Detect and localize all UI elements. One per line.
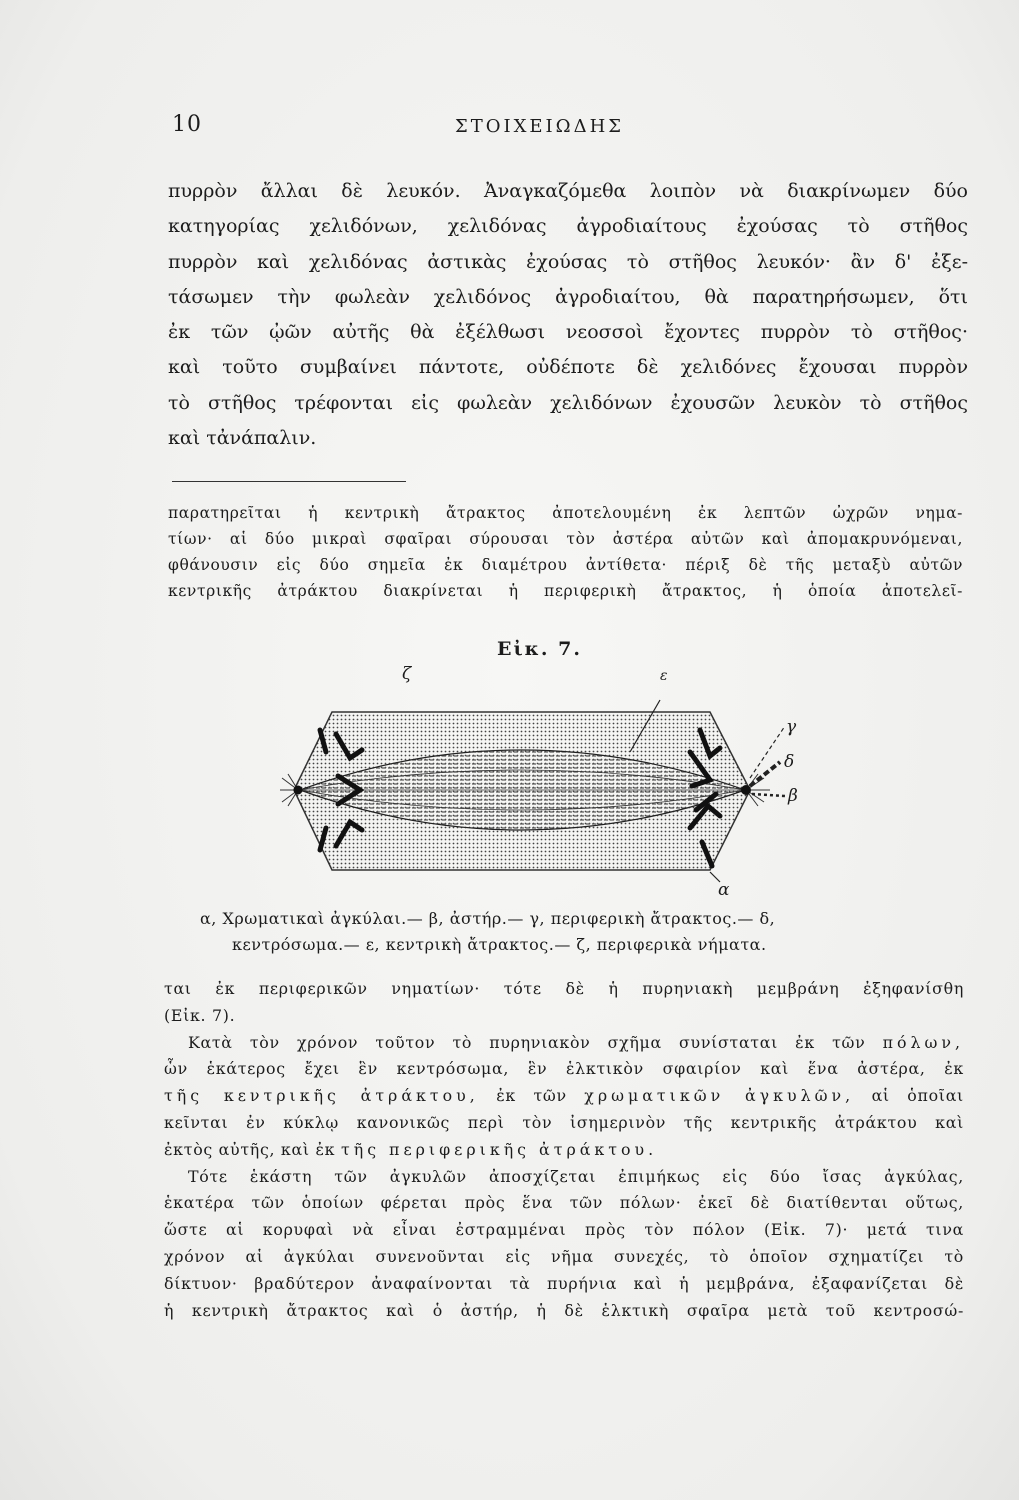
text-line: πυρρὸν ἄλλαι δὲ λευκόν. Ἀναγκαζόμεθα λοιπὸν νὰ διακρίνωμεν δύο <box>168 180 968 202</box>
text-line: καὶ τἀνάπαλιν. <box>168 427 317 450</box>
text-run: Κατὰ τὸν χρόνον τοῦτον τὸ πυρηνιακὸν σχῆμα συνίσταται ἐκ τῶν <box>188 1032 866 1052</box>
section-divider <box>172 481 406 482</box>
text-line: κατηγορίας χελιδόνων, χελιδόνας ἀγροδιαίτους ἐχούσας τὸ στῆθος <box>168 215 968 238</box>
text-line: κεντρικῆς ἀτράκτου διακρίνεται ἡ περιφερικὴ ἄτρακτος, ἡ ὁποία ἀποτελεῖ- <box>168 582 963 600</box>
text-line: τίων· αἱ δύο μικραὶ σφαῖραι σύρουσαι τὸν ἀστέρα αὐτῶν καὶ ἀπομακρυνόμεναι, <box>168 530 963 548</box>
text-line: ὥστε αἱ κορυφαὶ νὰ εἶναι ἐστραμμέναι πρὸς τὸν πόλον (Εἰκ. 7)· μετά τινα <box>164 1220 964 1240</box>
caption-line: κεντρόσωμα.— ε, κεντρικὴ ἄτρακτος.— ζ, περιφερικὰ νήματα. <box>232 935 767 954</box>
text-line <box>164 1137 964 1164</box>
text-line: τὸ στῆθος τρέφονται εἰς φωλεὰν χελιδόνων ἐχουσῶν λευκὸν τὸ στῆθος <box>168 391 968 414</box>
text-line: ὧν ἑκάτερος ἔχει ἓν κεντρόσωμα, ἓν ἑλκτικὸν σφαιρίον καὶ ἕνα ἀστέρα, ἐκ <box>164 1059 964 1079</box>
figure-label-alpha: α <box>718 880 730 900</box>
spaced-text-run: τῆς κεντρικῆς ἀτράκτου, <box>164 1086 479 1106</box>
text-line: παρατηρεῖται ἡ κεντρικὴ ἄτρακτος ἀποτελουμένη ἐκ λεπτῶν ὠχρῶν νημα- <box>168 504 963 522</box>
centrosome-right <box>741 785 751 795</box>
text-line: ἐκ τῶν ᾠῶν αὐτῆς θὰ ἐξέλθωσι νεοσσοὶ ἔχοντες πυρρὸν τὸ στῆθος· <box>168 321 968 344</box>
figure-caption <box>200 906 920 958</box>
running-title: ΣΤΟΙΧΕΙΩΔΗΣ <box>454 116 624 137</box>
lower-text <box>164 976 964 1324</box>
text-line: χρόνον αἱ ἀγκύλαι συνενοῦνται εἰς νῆμα συνεχές, τὸ ὁποῖον σχηματίζει τὸ <box>164 1246 964 1266</box>
text-line <box>164 1030 964 1057</box>
text-line: κεῖνται ἐν κύκλῳ κανονικῶς περὶ τὸν ἰσημερινὸν τῆς κεντρικῆς ἀτράκτου καὶ <box>164 1112 964 1132</box>
text-line: καὶ τοῦτο συμβαίνει πάντοτε, οὐδέποτε δὲ χελιδόνες ἔχουσαι πυρρὸν <box>168 356 968 379</box>
spaced-text-run: πόλων, <box>882 1032 964 1052</box>
text-line: δίκτυον· βραδύτερον ἀναφαίνονται τὰ πυρήνια καὶ ἡ μεμβράνα, ἐξαφανίζεται δὲ <box>164 1273 964 1293</box>
centrosome-left <box>294 786 303 795</box>
figure-label-gamma: γ <box>786 717 797 737</box>
small-print-paragraph <box>168 500 963 604</box>
figure-label-zeta: ζ <box>402 664 412 684</box>
text-line: ἡ κεντρικὴ ἄτρακτος καὶ ὁ ἀστήρ, ἡ δὲ ἑλκτικὴ σφαῖρα μετὰ τοῦ κεντροσώ- <box>164 1300 964 1320</box>
spaced-text-run: τῆς περιφερικῆς ἀτράκτου. <box>340 1139 658 1159</box>
spindle-figure <box>280 690 820 900</box>
main-paragraph <box>168 174 968 456</box>
text-run: ἐκ τῶν <box>496 1086 567 1106</box>
caption-line: α, Χρωματικαὶ ἀγκύλαι.— β, ἀστήρ.— γ, περιφερικὴ ἄτρακτος.— δ, <box>200 909 776 928</box>
figure-label-epsilon: ε <box>660 668 668 684</box>
text-line: ται ἐκ περιφερικῶν νηματίων· τότε δὲ ἡ πυρηνιακὴ μεμβράνη ἐξηφανίσθη <box>164 979 964 998</box>
figure-label-delta: δ <box>784 752 795 772</box>
text-run: ἐκτὸς αὐτῆς, καὶ ἐκ <box>164 1139 336 1159</box>
text-line <box>164 1083 964 1110</box>
figure-title: Εἰκ. 7. <box>497 638 582 660</box>
spaced-text-run: χρωματικῶν ἀγκυλῶν, <box>584 1086 855 1106</box>
text-line: ἑκατέρα τῶν ὁποίων φέρεται πρὸς ἕνα τῶν πόλων· ἐκεῖ δὲ διατίθενται οὕτως, <box>164 1193 964 1213</box>
text-line: πυρρὸν καὶ χελιδόνας ἀστικὰς ἐχούσας τὸ στῆθος λευκόν· ἂν δ' ἐξε- <box>168 250 968 273</box>
page-number: 10 <box>172 112 202 137</box>
text-run: αἱ ὁποῖαι <box>871 1086 964 1106</box>
text-line: (Εἰκ. 7). <box>164 1005 236 1025</box>
text-line: τάσωμεν τὴν φωλεὰν χελιδόνος ἀγροδιαίτου, θὰ παρατηρήσωμεν, ὅτι <box>168 285 968 308</box>
figure-label-beta: β <box>788 786 798 806</box>
text-line: φθάνουσιν εἰς δύο σημεῖα ἐκ διαμέτρου ἀντίθετα· πέριξ δὲ τῆς μεταξὺ αὐτῶν <box>168 556 963 574</box>
text-line: Τότε ἑκάστη τῶν ἀγκυλῶν ἀποσχίζεται ἐπιμήκως εἰς δύο ἴσας ἀγκύλας, <box>188 1166 964 1186</box>
